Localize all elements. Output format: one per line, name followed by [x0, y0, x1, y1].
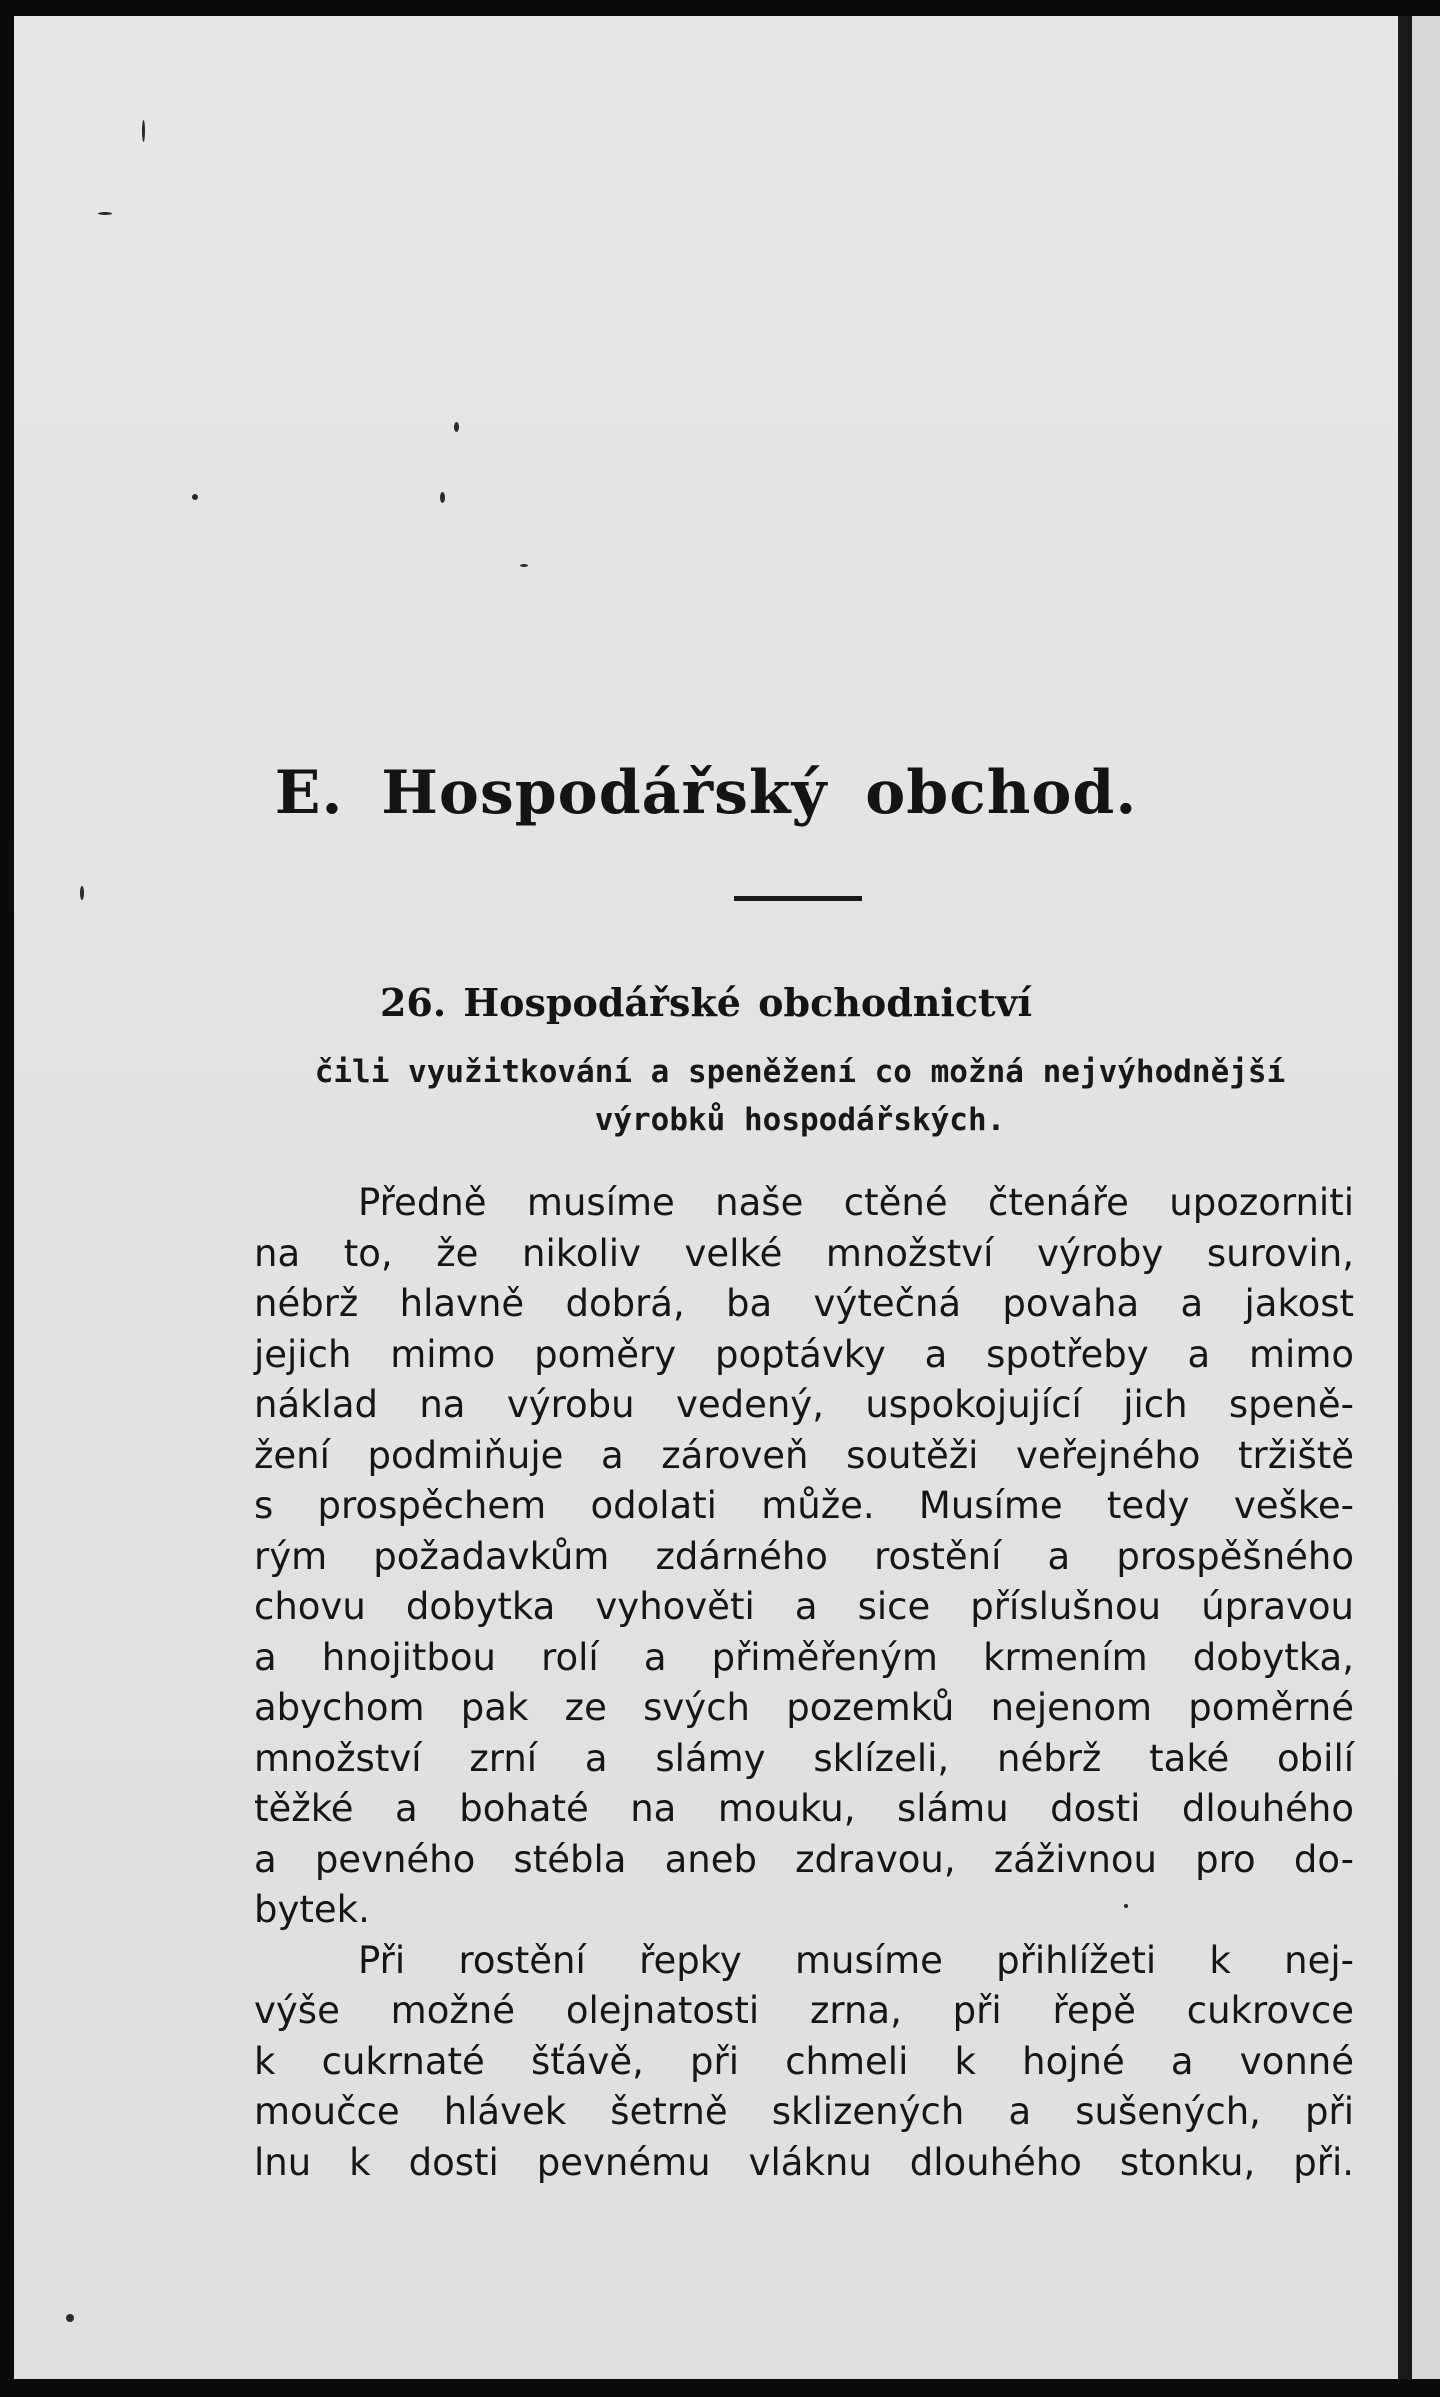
- adjacent-page-strip: [1412, 16, 1440, 2379]
- scan-speck: [440, 492, 445, 503]
- text-line: a pevného stébla aneb zdravou, záživnou pro do-: [254, 1837, 1354, 1881]
- text-line: výše možné olejnatosti zrna, při řepě cukrovce: [254, 1989, 1354, 2032]
- text-line: množství zrní a slámy sklízeli, nébrž také obilí: [254, 1736, 1354, 1780]
- chapter-title: E. Hospodářský obchod.: [274, 758, 1138, 828]
- text-line: žení podmiňuje a zároveň soutěži veřejného tržiště: [254, 1433, 1354, 1477]
- text-line: lnu k dosti pevnému vláknu dlouhého stonku, při.: [254, 2140, 1354, 2184]
- text-line: a hnojitbou rolí a přiměřeným krmením dobytka,: [254, 1635, 1354, 1679]
- text-line: Předně musíme naše ctěné čtenáře upozorniti: [358, 1181, 1354, 1224]
- text-line: těžké a bohaté na mouku, slámu dosti dlouhého: [254, 1787, 1354, 1830]
- paragraph: [254, 1178, 1354, 1936]
- section-heading: 26. Hospodářské obchodnictví: [379, 980, 1033, 1025]
- scan-speck: [66, 2314, 74, 2322]
- subtitle-line: výrobků hospodářských.: [594, 1102, 1006, 1138]
- subtitle-line: čili využitkování a speněžení co možná nejvýhodnější: [314, 1054, 1286, 1090]
- text-line: k cukrnaté šťávě, při chmeli k hojné a vonné: [254, 2039, 1354, 2083]
- text-line: nébrž hlavně dobrá, ba výtečná povaha a jakost: [254, 1282, 1354, 1325]
- text-line: náklad na výrobu vedený, uspokojující jich speně-: [254, 1383, 1354, 1426]
- body-text: [254, 1178, 1354, 2188]
- title-divider: [734, 896, 862, 901]
- text-line: chovu dobytka vyhověti a sice příslušnou úpravou: [254, 1585, 1354, 1628]
- section-subtitle: [244, 1048, 1356, 1144]
- text-line: Při rostění řepky musíme přihlížeti k nej-: [358, 1938, 1354, 1982]
- scan-speck: [1124, 1904, 1128, 1908]
- text-line: bytek.: [254, 1888, 370, 1931]
- page-edge: [1398, 16, 1412, 2379]
- paragraph: [254, 1936, 1354, 2189]
- scan-speck: [142, 120, 145, 142]
- scan-speck: [80, 886, 84, 900]
- text-line: na to, že nikoliv velké množství výroby surovin,: [254, 1231, 1354, 1275]
- text-line: moučce hlávek šetrně sklizených a sušených, při: [254, 2090, 1354, 2133]
- scan-speck: [98, 212, 112, 215]
- text-line: jejich mimo poměry poptávky a spotřeby a mimo: [254, 1332, 1354, 1376]
- scan-speck: [192, 494, 198, 500]
- text-line: rým požadavkům zdárného rostění a prospěšného: [254, 1534, 1354, 1578]
- scan-speck: [520, 564, 528, 567]
- text-line: abychom pak ze svých pozemků nejenom poměrné: [254, 1686, 1354, 1729]
- scan-speck: [454, 422, 459, 432]
- scanned-page: [14, 16, 1398, 2379]
- text-line: s prospěchem odolati může. Musíme tedy veške-: [254, 1484, 1354, 1527]
